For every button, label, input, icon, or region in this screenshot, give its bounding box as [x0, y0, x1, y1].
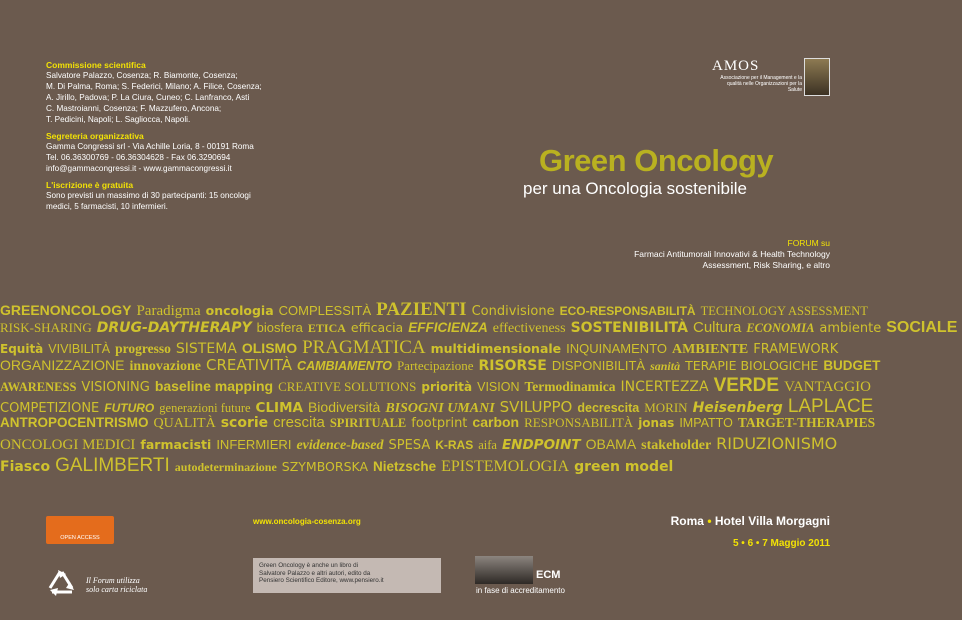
cloud-word: footprint — [411, 416, 468, 431]
cloud-word: crescita — [273, 414, 325, 431]
cloud-word: Condivisione — [471, 304, 555, 319]
cloud-word: sanità — [650, 359, 681, 373]
cloud-word: FRAMEWORK — [753, 342, 839, 357]
cloud-word: COMPLESSITÀ — [278, 303, 372, 318]
recycle-line: Il Forum utilizza — [86, 576, 140, 585]
cloud-word: ambiente — [819, 321, 882, 336]
cloud-word: Paradigma — [136, 303, 201, 319]
cloud-word: progresso — [115, 341, 171, 356]
cloud-word: ANTROPOCENTRISMO — [0, 415, 149, 430]
cloud-word: Biodiversità — [307, 399, 381, 415]
forum-label: FORUM su — [787, 238, 830, 248]
comitato-line: C. Mastroianni, Cosenza; F. Mazzufero, Ancona; — [46, 104, 222, 113]
cloud-word: TERAPIE BIOLOGICHE — [685, 358, 819, 373]
cloud-word: CREATIVE SOLUTIONS — [278, 379, 417, 394]
cloud-word: Heisenberg — [692, 400, 783, 416]
cloud-word: SZYMBORSKA — [281, 459, 369, 474]
venue-city: Roma — [670, 514, 704, 528]
cloud-word: ENDPOINT — [501, 437, 581, 453]
cloud-word: Termodinamica — [524, 379, 616, 394]
cloud-word: TECHNOLOGY ASSESSMENT — [700, 304, 868, 318]
cloud-word: scorie — [220, 415, 269, 431]
cloud-word: ORGANIZZAZIONE — [0, 357, 125, 373]
cloud-word: GREENONCOLOGY — [0, 302, 132, 318]
cloud-word: ECO-RESPONSABILITÀ — [559, 304, 696, 318]
cloud-word: COMPETIZIONE — [0, 401, 100, 416]
book-note — [253, 558, 441, 593]
cloud-word: CAMBIAMENTO — [297, 359, 392, 373]
page-title: Green Oncology — [539, 143, 774, 178]
cloud-word: Nietzsche — [373, 459, 437, 474]
cloud-word: decrescita — [577, 401, 640, 415]
amos-subtitle: Associazione per il Management e la qualità nelle Organizzazioni per la Salute — [720, 75, 802, 93]
cloud-word: evidence-based — [296, 438, 384, 453]
cloud-word: RIDUZIONISMO — [716, 434, 838, 453]
cloud-word: generazioni future — [159, 401, 251, 415]
cloud-word: RISORSE — [478, 358, 547, 374]
recycle-icon — [46, 568, 78, 600]
cloud-word: GALIMBERTI — [55, 455, 170, 476]
cloud-word: INFERMIERI — [216, 437, 292, 452]
cloud-word: PAZIENTI — [376, 299, 467, 320]
iscrizione-title: L'iscrizione è gratuita — [46, 180, 134, 190]
cloud-word: EFFICIENZA — [408, 320, 488, 335]
word-cloud-row — [0, 300, 873, 319]
forum-line: Assessment, Risk Sharing, e altro — [702, 260, 830, 270]
cloud-word: VISION — [477, 380, 520, 394]
cloud-word: efficacia — [350, 320, 404, 335]
comitato-line: A. Jirillo, Padova; P. La Ciura, Cuneo; C. Lanfranco, Asti — [46, 93, 250, 102]
cloud-word: SOSTENIBILITÀ — [570, 320, 688, 336]
cloud-word: biosfera — [256, 320, 303, 335]
word-cloud-row — [0, 320, 962, 336]
ecm-photo — [475, 556, 533, 584]
comitato-line: T. Pedicini, Napoli; L. Sagliocca, Napoli. — [46, 115, 191, 124]
cloud-word: CLIMA — [255, 400, 303, 416]
word-cloud-row — [0, 397, 878, 416]
cloud-word: PRAGMATICA — [302, 337, 426, 358]
cloud-word: ECONOMIA — [746, 321, 815, 335]
cloud-word: MORIN — [644, 400, 688, 415]
cloud-word: autodeterminazione — [174, 460, 277, 474]
cloud-word: VISIONING — [81, 380, 150, 395]
forum-line: Farmaci Antitumorali Innovativi & Health Technology — [634, 249, 830, 259]
forum-block — [540, 238, 830, 271]
cloud-word: LAPLACE — [787, 396, 874, 417]
venue-place: Hotel Villa Morgagni — [714, 514, 830, 528]
cloud-word: innovazione — [129, 359, 202, 374]
page-subtitle: per una Oncologia sostenibile — [523, 179, 747, 198]
cloud-word: SISTEMA — [175, 341, 237, 357]
word-cloud-row — [0, 456, 678, 475]
cloud-word: Cultura — [692, 319, 742, 336]
cloud-word: INQUINAMENTO — [566, 341, 668, 356]
cloud-word: RESPONSABILITÀ — [524, 415, 634, 430]
cloud-word: Partecipazione — [396, 358, 474, 373]
info-block — [46, 60, 346, 212]
cloud-word: CREATIVITÀ — [206, 356, 293, 374]
cloud-word: DISPONIBILITÀ — [551, 358, 646, 373]
website-link[interactable]: www.oncologia-cosenza.org — [253, 517, 361, 526]
cloud-word: SPIRITUALE — [329, 416, 407, 430]
cloud-word: OBAMA — [585, 436, 637, 452]
book-line: Pensiero Scientifico Editore, www.pensiero.it — [259, 577, 384, 584]
cloud-word: VERDE — [713, 375, 780, 396]
cloud-word: TARGET-THERAPIES — [737, 415, 876, 430]
book-line: Salvatore Palazzo e altri autori, edito da — [259, 569, 371, 577]
cloud-word: ETICA — [307, 321, 346, 335]
book-line: Green Oncology è anche un libro di — [259, 562, 359, 569]
cloud-word: ONCOLOGI MEDICI — [0, 437, 136, 453]
cloud-word: RISK-SHARING — [0, 320, 92, 335]
ecm-subtitle: in fase di accreditamento — [476, 586, 565, 595]
cloud-word: carbon — [472, 414, 520, 430]
open-access-label: OPEN ACCESS — [60, 535, 100, 541]
cloud-word: oncologia — [205, 303, 274, 318]
cloud-word: VANTAGGIO — [784, 379, 871, 395]
portrait-image — [804, 58, 830, 96]
recycle-note — [86, 576, 147, 594]
cloud-word: VIVIBILITÀ — [48, 342, 111, 356]
ecm-label: ECM — [536, 569, 561, 581]
cloud-word: SVILUPPO — [499, 398, 573, 416]
word-cloud-row — [0, 338, 843, 357]
cloud-word: BISOGNI UMANI — [385, 401, 495, 416]
cloud-word: Fiasco — [0, 459, 51, 475]
venue — [620, 514, 830, 528]
cloud-word: Equità — [0, 342, 44, 356]
cloud-word: DRUG-DAYTHERAPY — [96, 320, 252, 336]
amos-logo: AMOS — [712, 58, 760, 74]
segreteria-title: Segreteria organizzativa — [46, 131, 144, 141]
cloud-word: OLISMO — [241, 340, 298, 356]
iscrizione-line: Sono previsti un massimo di 30 partecipanti: 15 oncologi — [46, 191, 251, 200]
cloud-word: EPISTEMOLOGIA — [441, 458, 570, 475]
cloud-word: green model — [574, 459, 674, 475]
cloud-word: SPESA — [388, 438, 431, 453]
segreteria-line: Tel. 06.36300769 - 06.36304628 - Fax 06.3290694 — [46, 153, 231, 162]
word-cloud-row — [0, 376, 876, 395]
cloud-word: IMPATTO — [679, 416, 733, 430]
cloud-word: stakeholder — [641, 438, 712, 453]
cloud-word: K-RAS — [435, 438, 474, 452]
cloud-word: SOCIALE — [886, 319, 958, 336]
word-cloud-row — [0, 436, 842, 453]
event-dates: 5 • 6 • 7 Maggio 2011 — [732, 538, 830, 549]
segreteria-line: Gamma Congressi srl - Via Achille Loria, 8 - 00191 Roma — [46, 142, 254, 151]
cloud-word: baseline mapping — [154, 378, 274, 394]
recycle-line: solo carta riciclata — [86, 585, 148, 594]
cloud-word: FUTURO — [104, 401, 155, 415]
word-cloud-row — [0, 415, 880, 431]
cloud-word: BUDGET — [823, 358, 881, 373]
iscrizione-line: medici, 5 farmacisti, 10 infermieri. — [46, 202, 168, 211]
venue-separator: • — [707, 514, 712, 528]
cloud-word: AWARENESS — [0, 380, 77, 394]
comitato-line: M. Di Palma, Roma; S. Federici, Milano; A. Filice, Cosenza; — [46, 82, 262, 91]
comitato-line: Salvatore Palazzo, Cosenza; R. Biamonte, Cosenza; — [46, 71, 238, 80]
cloud-word: farmacisti — [140, 437, 212, 452]
cloud-word: aifa — [478, 438, 497, 452]
comitato-title: Commissione scientifica — [46, 60, 146, 70]
segreteria-line: info@gammacongressi.it - www.gammacongressi.it — [46, 164, 232, 173]
word-cloud-row — [0, 358, 885, 374]
cloud-word: AMBIENTE — [672, 342, 749, 357]
cloud-word: INCERTEZZA — [620, 379, 709, 395]
cloud-word: QUALITÀ — [153, 416, 216, 431]
cloud-word: jonas — [638, 416, 675, 430]
cloud-word: priorità — [421, 380, 473, 394]
cloud-word: effectiveness — [492, 321, 566, 336]
cloud-word: multidimensionale — [430, 341, 562, 356]
word-cloud — [0, 298, 958, 480]
